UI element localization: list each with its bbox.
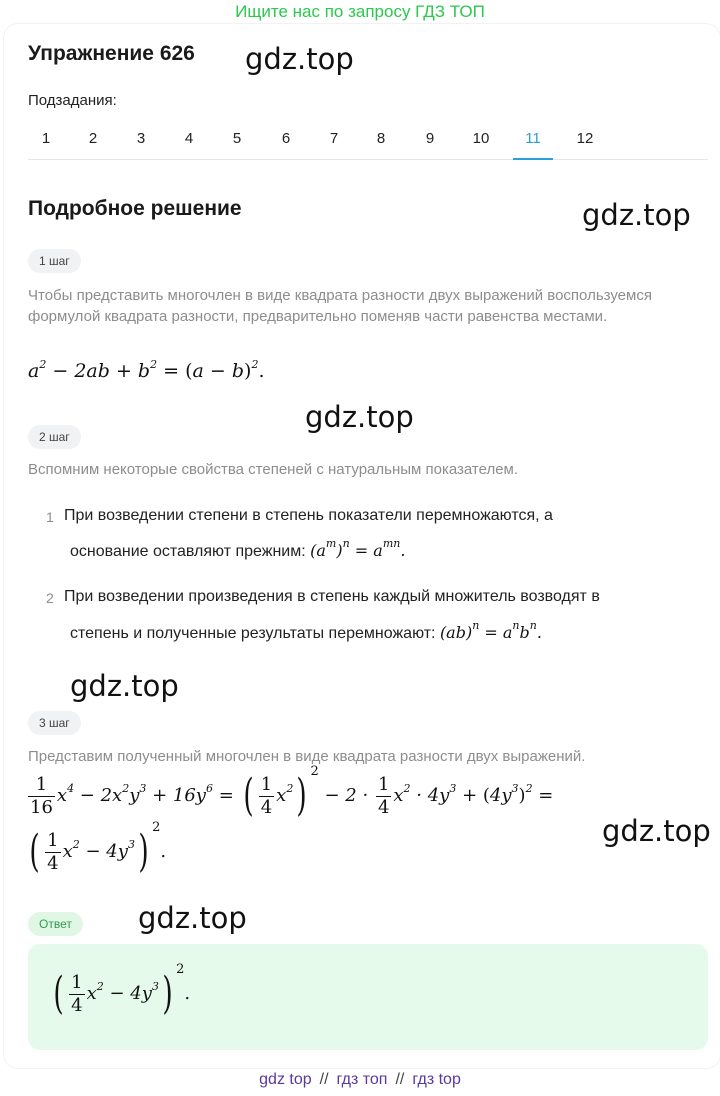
watermark: gdz.top	[305, 400, 414, 434]
step-formula: $a^2 - 2ab + b^2 = (a - b)^2$.	[28, 358, 265, 382]
footer-links	[0, 1068, 720, 1092]
answer-badge: Ответ	[28, 912, 83, 936]
footer-link[interactable]: гдз топ	[336, 1071, 388, 1088]
watermark: gdz.top	[602, 814, 711, 848]
tab-7[interactable]: 7	[329, 130, 339, 147]
tab-12[interactable]: 12	[576, 130, 594, 147]
step-formula: $\frac{1}{16}$ $x^4 - 2x^2y^3 + 16y^6$ = ( $\frac{1}{4}$ $x^2$) $^2$ − 2 · $\frac{1}{4}$ $x^2 \cdot 4y^3 + (4y^3)^2$ =	[30, 764, 554, 821]
step-badge: 2 шаг	[28, 425, 81, 449]
tab-1[interactable]: 1	[41, 130, 51, 147]
tab-2[interactable]: 2	[88, 130, 98, 147]
tab-3[interactable]: 3	[136, 130, 146, 147]
tab-5[interactable]: 5	[232, 130, 242, 147]
tab-9[interactable]: 9	[425, 130, 435, 147]
solution-title: Подробное решение	[28, 197, 242, 220]
watermark: gdz.top	[138, 901, 247, 935]
footer-link[interactable]: gdz top	[259, 1071, 312, 1088]
tab-8[interactable]: 8	[376, 130, 386, 147]
footer-separator: //	[395, 1071, 405, 1088]
step-badge: 1 шаг	[28, 249, 81, 273]
step-text: Вспомним некоторые свойства степеней с натуральным показателем.	[28, 461, 519, 478]
tab-6[interactable]: 6	[281, 130, 291, 147]
footer-separator: //	[319, 1071, 329, 1088]
watermark: gdz.top	[582, 198, 691, 232]
subtask-tabs	[28, 120, 708, 160]
tab-10[interactable]: 10	[472, 130, 490, 147]
watermark: gdz.top	[70, 669, 179, 703]
list-item-number: 2	[46, 590, 54, 606]
list-item-text: степень и полученные результаты перемножают: $(ab)^n = a^nb^n$.	[70, 619, 542, 642]
top-banner: Ищите нас по запросу ГДЗ ТОП	[235, 2, 485, 21]
list-item-text: основание оставляют прежним: $(a^m)^n = a^{mn}$.	[70, 537, 406, 560]
answer-formula: ( $\frac{1}{4}$ $x^2 - 4y^3$) $^2$.	[53, 962, 191, 1019]
subtasks-label: Подзадания:	[28, 92, 117, 109]
footer-link[interactable]: гдз top	[412, 1071, 461, 1088]
list-item-text: При возведении степени в степень показатели перемножаются, а	[64, 507, 553, 524]
exercise-title: Упражнение 626	[28, 42, 195, 65]
list-item-text: При возведении произведения в степень каждый множитель возводят в	[64, 588, 600, 605]
tab-4[interactable]: 4	[184, 130, 194, 147]
step-text: Чтобы представить многочлен в виде квадрата разности двух выражений воспользуемся формулой квадрата разности, предварительно поменяв части равенства местами.	[28, 287, 652, 325]
tab-11[interactable]: 11	[513, 120, 553, 160]
step-text: Представим полученный многочлен в виде квадрата разности двух выражений.	[28, 748, 586, 765]
list-item-number: 1	[46, 509, 54, 525]
watermark: gdz.top	[245, 42, 354, 76]
step-formula-continued: ( $\frac{1}{4}$ $x^2 - 4y^3$) $^2$.	[29, 820, 167, 877]
step-badge: 3 шаг	[28, 711, 81, 735]
